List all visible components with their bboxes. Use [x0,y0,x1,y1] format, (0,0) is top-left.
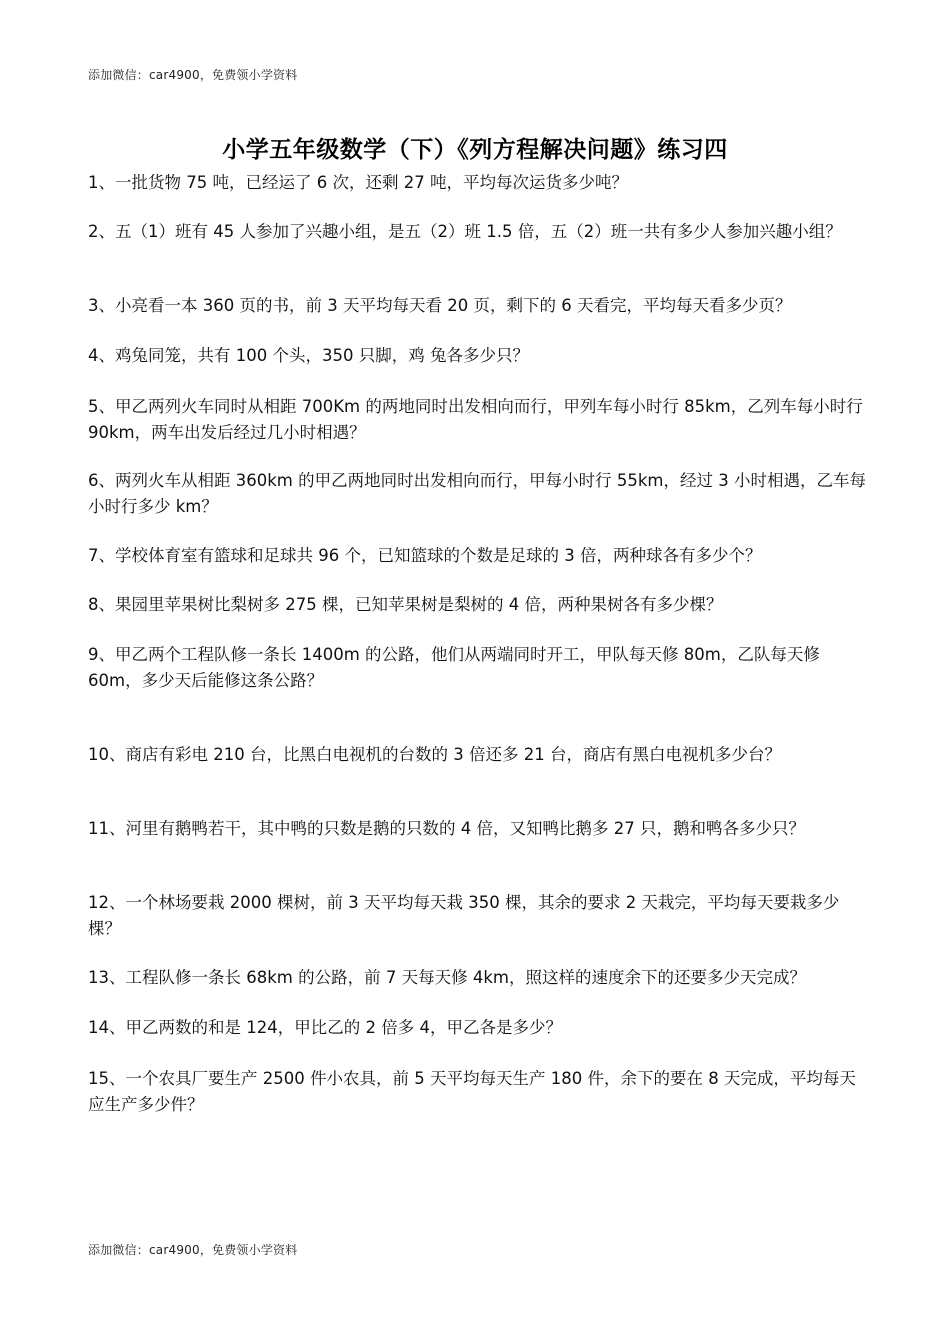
page-title: 小学五年级数学（下）《列方程解决问题》练习四 [222,136,728,163]
question-3: 3、小亮看一本 360 页的书，前 3 天平均每天看 20 页，剩下的 6 天看完，平均每天看多少页？ [88,296,792,315]
question-15: 15、一个农具厂要生产 2500 件小农具，前 5 天平均每天生产 180 件，余下的要在 8 天完成，平均每天应生产多少件？ [88,1069,856,1114]
question-13: 13、工程队修一条长 68km 的公路，前 7 天每天修 4km，照这样的速度余下的还要多少天完成？ [88,968,806,987]
question-9: 9、甲乙两个工程队修一条长 1400m 的公路，他们从两端同时开工，甲队每天修 80m，乙队每天修 60m，多少天后能修这条公路？ [88,645,820,690]
question-4: 4、鸡兔同笼，共有 100 个头，350 只脚，鸡 兔各多少只？ [88,346,529,365]
question-11: 11、河里有鹅鸭若干，其中鸭的只数是鹅的只数的 4 倍，又知鸭比鹅多 27 只，鹅和鸭各多少只？ [88,819,805,838]
question-14: 14、甲乙两数的和是 124，甲比乙的 2 倍多 4，甲乙各是多少？ [88,1018,562,1037]
question-5: 5、甲乙两列火车同时从相距 700Km 的两地同时出发相向而行，甲列车每小时行 85km，乙列车每小时行 90km，两车出发后经过几小时相遇？ [88,397,863,442]
footer-note: 添加微信：car4900，免费领小学资料 [88,1243,298,1257]
header-note: 添加微信：car4900，免费领小学资料 [88,68,298,82]
question-1: 1、一批货物 75 吨，已经运了 6 次，还剩 27 吨，平均每次运货多少吨？ [88,173,628,192]
question-2: 2、五（1）班有 45 人参加了兴趣小组，是五（2）班 1.5 倍，五（2）班一共有多少人参加兴趣小组？ [88,222,842,241]
question-8: 8、果园里苹果树比梨树多 275 棵，已知苹果树是梨树的 4 倍，两种果树各有多少棵？ [88,595,723,614]
question-10: 10、商店有彩电 210 台，比黑白电视机的台数的 3 倍还多 21 台，商店有黑白电视机多少台？ [88,745,781,764]
question-7: 7、学校体育室有篮球和足球共 96 个，已知篮球的个数是足球的 3 倍，两种球各有多少个？ [88,546,762,565]
question-12: 12、一个林场要栽 2000 棵树，前 3 天平均每天栽 350 棵，其余的要求 2 天栽完，平均每天要栽多少棵？ [88,893,840,938]
question-6: 6、两列火车从相距 360km 的甲乙两地同时出发相向而行，甲每小时行 55km，经过 3 小时相遇，乙车每小时行多少 km？ [88,471,866,516]
